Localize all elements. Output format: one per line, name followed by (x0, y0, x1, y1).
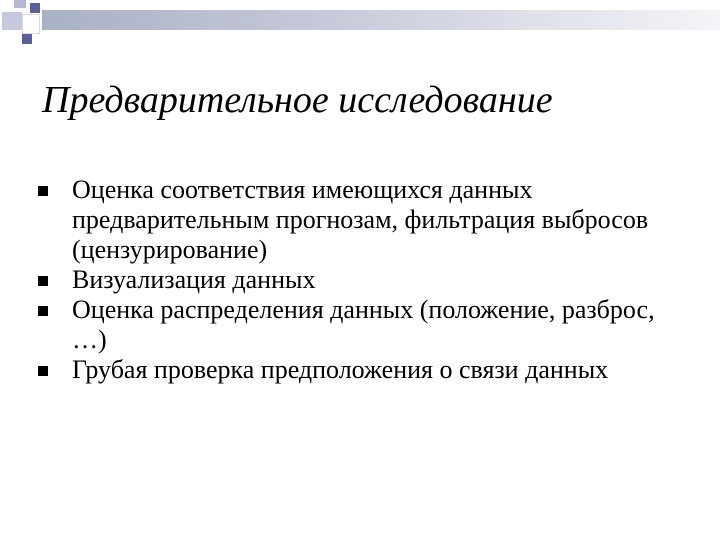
bullet-text: Грубая проверка предположения о связи данных (72, 355, 609, 384)
bullet-text: Оценка соответствия имеющихся данных предварительным прогнозам, фильтрация выбросов (цензурирование) (72, 175, 649, 264)
deco-square-dark-bottom (22, 34, 32, 44)
bullet-item (32, 265, 682, 295)
deco-square-light-mid (2, 12, 22, 30)
square-bullet-icon (38, 186, 48, 196)
header-gradient-bar (42, 10, 720, 30)
square-bullet-icon (38, 306, 48, 316)
bullet-item (32, 295, 682, 355)
bullet-text: Оценка распределения данных (положение, разброс, …) (72, 295, 655, 354)
deco-square-dark-small (30, 3, 40, 13)
bullet-item (32, 175, 682, 265)
square-bullet-icon (38, 276, 48, 286)
header-decoration (0, 0, 720, 48)
bullet-list (32, 175, 682, 385)
square-bullet-icon (38, 366, 48, 376)
bullet-item (32, 355, 682, 385)
slide-title: Предварительное исследование (42, 79, 553, 121)
deco-square-white-inset (22, 14, 40, 34)
deco-square-light-top (14, 0, 26, 8)
bullet-text: Визуализация данных (72, 265, 316, 294)
